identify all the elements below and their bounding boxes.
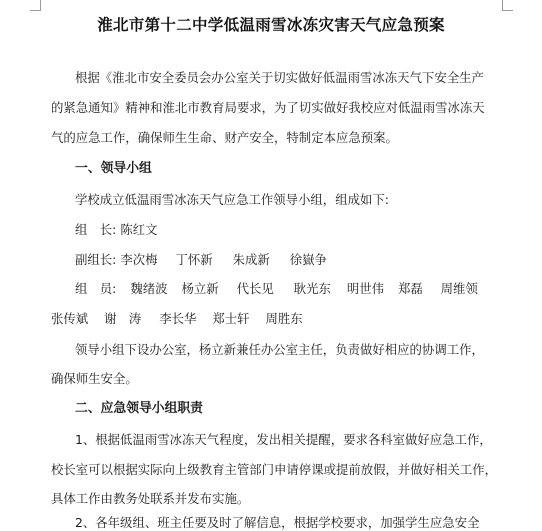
member-name: 明世伟: [346, 281, 384, 296]
member-name: 郑磊: [397, 281, 423, 296]
member-name: 杨立新: [181, 281, 219, 296]
members-row-2: [51, 311, 303, 327]
document-title: 淮北市第十二中学低温雨雪冰冻灾害天气应急预案: [97, 15, 445, 34]
intro-line-1: 根据《淮北市安全委员会办公室关于切实做好低温雨雪冰冻天气下安全生产: [75, 70, 484, 85]
leader-name: 陈红文: [120, 222, 158, 237]
member-name: 魏绪波: [130, 281, 168, 296]
members-row-1: [75, 281, 478, 297]
item2-line-1-partial: 2、各年级组、班主任要及时了解信息，根据学校要求，加强学生应急安全: [75, 515, 480, 530]
member-name: 周胜东: [265, 311, 303, 326]
member-name: 耿光东: [293, 281, 331, 296]
section1-intro: 学校成立低温雨雪冰冻天气应急工作领导小组，组成如下:: [75, 192, 389, 207]
deputy-row: [75, 252, 327, 268]
crop-mark-top-left: [30, 0, 41, 11]
intro-line-2: 的紧急通知》精神和淮北市教育局要求，为了切实做好我校应对低温雨雪冰冻天: [51, 100, 485, 115]
member-name: 张传斌: [51, 311, 89, 326]
office-line-1: 领导小组下设办公室，杨立新兼任办公室主任，负责做好相应的协调工作，: [75, 342, 484, 357]
member-name: 代长见: [236, 281, 274, 296]
item1-line-2: 校长室可以根据实际向上级教育主管部门申请停课或提前放假，并做好相关工作，: [51, 462, 498, 477]
deputy-name: 丁怀新: [175, 252, 213, 267]
office-line-2: 确保师生安全。: [51, 371, 138, 386]
member-name: 谢 涛: [104, 311, 142, 326]
member-name: 周维领: [440, 281, 478, 296]
member-name: 李长华: [159, 311, 197, 326]
item1-line-1: 1、根据低温雨雪冰冻天气程度，发出相关提醒，要求各科室做好应急工作，: [75, 432, 492, 447]
section2-heading: 二、应急领导小组职责: [75, 401, 203, 416]
item1-line-3: 具体工作由教务处联系并发布实施。: [51, 491, 250, 506]
member-name: 郑士轩: [212, 311, 250, 326]
deputy-name: 徐嶽争: [289, 252, 327, 267]
section1-heading: 一、领导小组: [75, 161, 152, 176]
crop-mark-top-right: [502, 0, 513, 11]
deputy-name: 李次梅: [120, 252, 158, 267]
leader-label: 组 长:: [75, 222, 117, 237]
deputy-name: 朱成新: [232, 252, 270, 267]
deputy-label: 副组长:: [75, 252, 117, 267]
intro-line-3: 气的应急工作，确保师生生命、财产安全，特制定本应急预案。: [51, 130, 398, 145]
members-label: 组 员:: [75, 281, 117, 296]
leader-row: [75, 222, 157, 238]
